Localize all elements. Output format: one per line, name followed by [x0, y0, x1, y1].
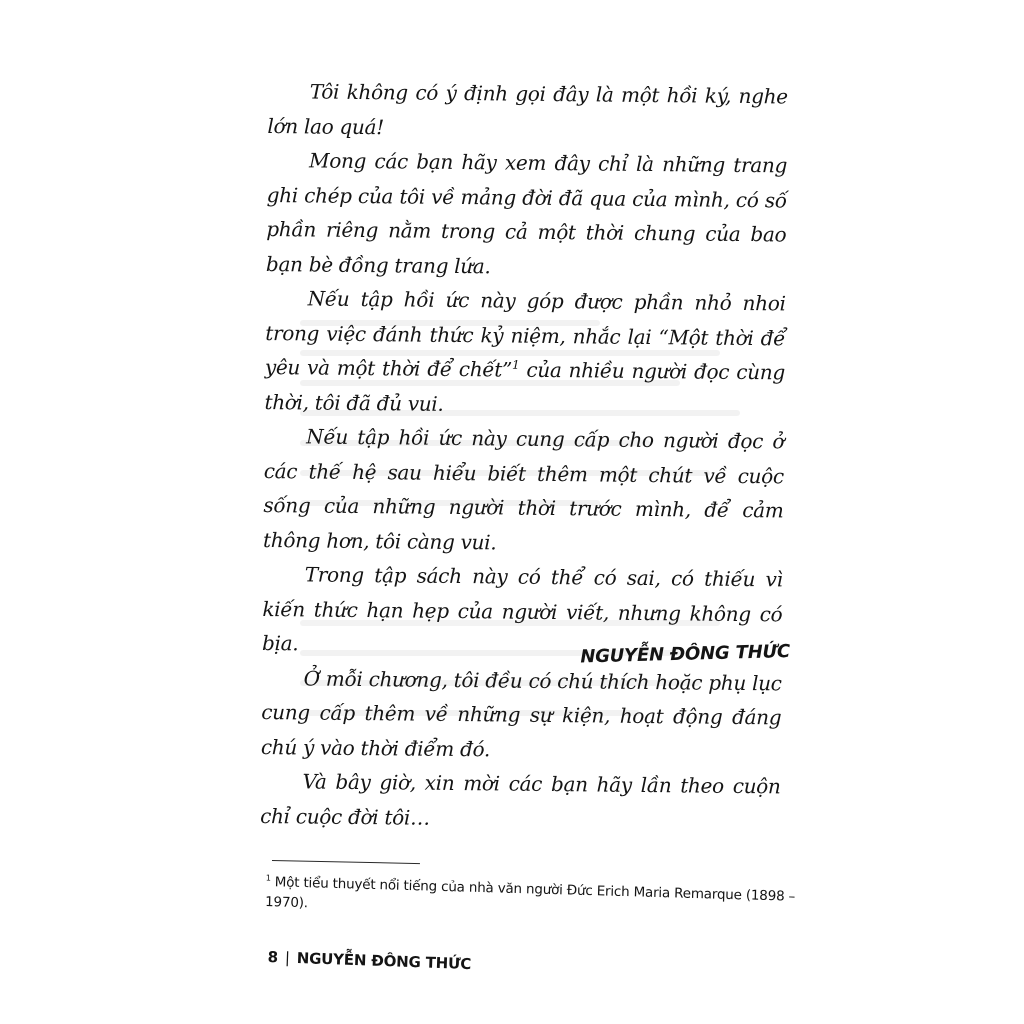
footnote — [265, 872, 796, 927]
preface-paragraph-1: Tôi không có ý định gọi đây là một hồi ký, nghe lớn lao quá! — [267, 79, 788, 139]
footnote-reference: 1 — [511, 357, 520, 372]
footnote-text: Một tiểu thuyết nổi tiếng của nhà văn người Đức Erich Maria Remarque (1898 – 1970). — [264, 874, 796, 912]
author-signature: NGUYỄN ĐÔNG THỨC — [580, 640, 791, 668]
footer-separator: | — [284, 948, 291, 967]
preface-paragraph-5: Trong tập sách này có thể có sai, có thiếu vì kiến thức hạn hẹp của người viết, nhưng không có bịa. — [261, 562, 783, 656]
preface-body — [260, 74, 791, 838]
preface-paragraph-2: Mong các bạn hãy xem đây chỉ là những trang ghi chép của tôi về mảng đời đã qua của mình, có số phần riêng nằm trong cả một thời chung của bao bạn bè đồng trang lứa. — [265, 148, 788, 278]
footer-author: NGUYỄN ĐÔNG THỨC — [296, 949, 472, 974]
footnote-mark: 1 — [265, 872, 271, 883]
page-number: 8 — [267, 948, 279, 967]
footnote-divider — [272, 860, 420, 864]
preface-paragraph-7: Và bây giờ, xin mời các bạn hãy lần theo cuộn chỉ cuộc đời tôi… — [260, 769, 781, 830]
preface-paragraph-3 — [264, 281, 785, 424]
preface-paragraph-3-tail: của nhiều người đọc cùng thời, tôi đã đủ vui. — [264, 357, 786, 416]
running-footer — [267, 948, 471, 973]
preface-paragraph-4: Nếu tập hồi ức này cung cấp cho người đọc ở các thế hệ sau hiểu biết thêm một chút về cuộc sống của những người thời trước mình, để cảm thông hơn, tôi càng vui. — [262, 424, 785, 554]
preface-paragraph-3-text: Nếu tập hồi ức này góp được phần nhỏ nhoi trong việc đánh thức kỷ niệm, nhắc lại “Một thời để yêu và một thời để chết” — [264, 286, 786, 382]
preface-paragraph-6: Ở mỗi chương, tôi đều có chú thích hoặc phụ lục cung cấp thêm về những sự kiện, hoạt động đáng chú ý vào thời điểm đó. — [260, 665, 782, 761]
